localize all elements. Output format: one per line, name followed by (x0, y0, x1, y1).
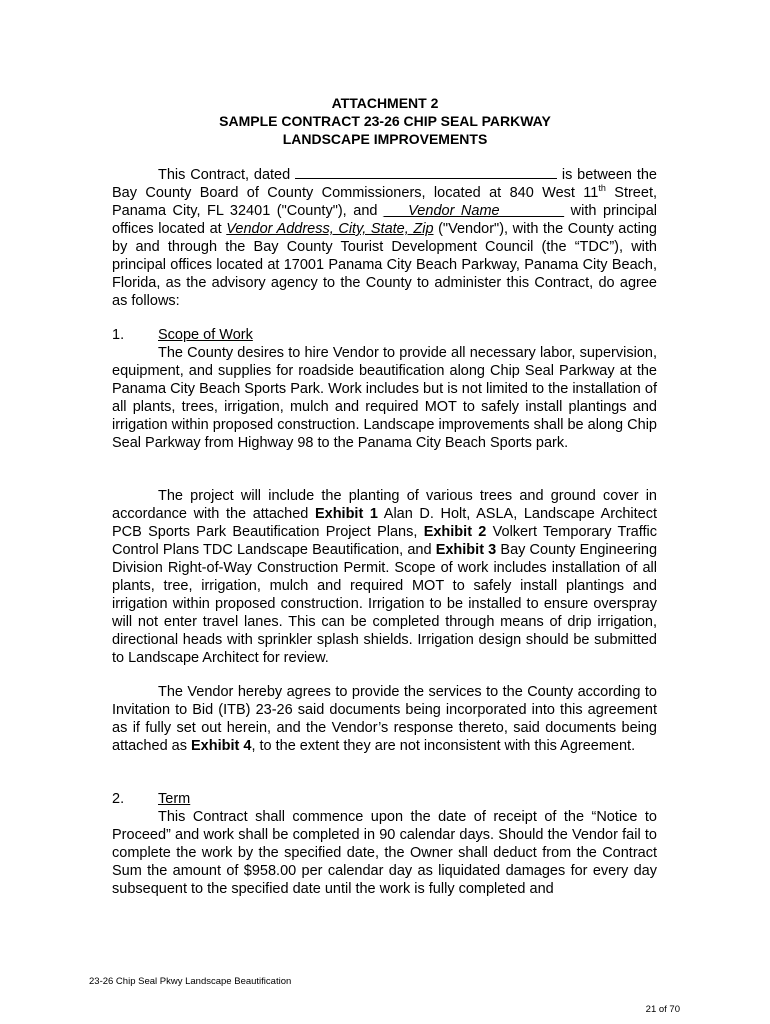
scope-paragraph-2: The project will include the planting of various trees and ground cover in accordance with the attached Exhibit 1 Alan D. Holt, ASLA, Landscape Architect PCB Sports Park Beautification Project Plans, Exhibit 2 Volkert Temporary Traffic Control Plans TDC Landscape Beautification, and Exhibit 3 Bay County Engineering Division Right-of-Way Construction Permit. Scope of work includes installation of all plants, tree, irrigation, mulch and required MOT to safely install plantings and irrigation within proposed construction. Irrigation to be installed to ensure overspray will not enter travel lanes. This can be completed through means of drip irrigation, directional heads with sprinkler splash shields. Irrigation design should be submitted to Landscape Architect for review. (112, 488, 658, 666)
section-1-number: 1. (112, 327, 125, 343)
section-2-number: 2. (112, 791, 125, 807)
term-paragraph: This Contract shall commence upon the date of receipt of the “Notice to Proceed” and work shall be completed in 90 calendar days. Should the Vendor fail to complete the work by the specified date, the Owner shall deduct from the Contract Sum the amount of $958.00 per calendar day as liquidated damages for every day subsequent to the specified date until the work is fully completed and (112, 809, 657, 897)
page-number: 21 of 70 (645, 1004, 680, 1015)
section-2-title: Term (158, 791, 191, 807)
attachment-title: ATTACHMENT 2 (331, 95, 439, 111)
exhibit-2-ref: Exhibit 2 (423, 524, 487, 540)
page-footer: 23-26 Chip Seal Pkwy Landscape Beautification (89, 976, 292, 987)
exhibit-1-ref: Exhibit 1 (314, 506, 378, 522)
contract-title: SAMPLE CONTRACT 23-26 CHIP SEAL PARKWAY (219, 113, 551, 129)
exhibit-4-ref: Exhibit 4 (191, 738, 252, 754)
scope-paragraph-3: The Vendor hereby agrees to provide the services to the County according to Invitation to Bid (ITB) 23-26 said documents being incorporated into this agreement as if fully set out herein, and the Vendor’s response thereto, said documents being attached as Exhibit 4, to the extent they are not inconsistent with this Agreement. (112, 684, 657, 754)
vendor-address-field: Vendor Address, City, State, Zip (226, 221, 434, 237)
section-1-title: Scope of Work (158, 327, 253, 343)
intro-text-2: is between the Bay County Board of County Commissioners, located at 840 West 11 (112, 167, 657, 201)
scope-paragraph-1: The County desires to hire Vendor to provide all necessary labor, supervision, equipment, and supplies for roadside beautification along Chip Seal Parkway at the Panama City Beach Sports Park. Work includes but is not limited to the installation of all plants, trees, irrigation, mulch and required MOT to safely install plantings and irrigation within proposed construction. Landscape improvements shall be along Chip Seal Parkway from Highway 98 to the Panama City Beach Sports park. (112, 345, 657, 451)
date-blank-line (295, 165, 557, 179)
intro-text-1: This Contract, dated (158, 167, 296, 183)
section-1-heading (112, 326, 253, 344)
intro-text-5: ("Vendor"), with the County acting by and through the Bay County Tourist Development Council (the “TDC”), with principal offices located at 17001 Panama City Beach Parkway, Panama City Beach, Florida, as the advisory agency to the County to administer this Contract, do agree as follows: (112, 221, 657, 309)
intro-paragraph (112, 165, 657, 310)
vendor-name-field: ___Vendor Name________ (383, 203, 565, 219)
intro-text-3: Street, Panama City, FL 32401 ("County"), and (112, 185, 657, 219)
exhibit-3-ref: Exhibit 3 (435, 542, 497, 558)
ordinal-suffix: th (598, 183, 606, 194)
contract-subtitle: LANDSCAPE IMPROVEMENTS (282, 131, 488, 147)
intro-text-4: with principal offices located at (112, 203, 658, 237)
section-2-heading (112, 790, 190, 808)
